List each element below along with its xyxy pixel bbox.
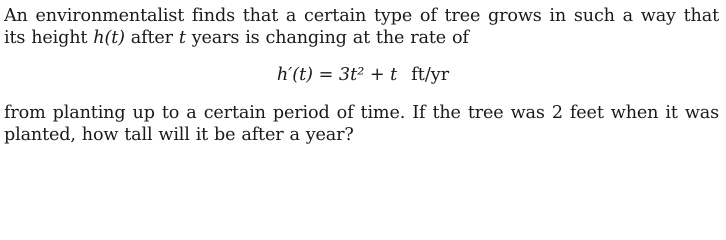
time-variable: t — [178, 28, 186, 48]
height-function: h(t) — [93, 28, 125, 48]
equation-unit: ft/yr — [411, 65, 450, 85]
rate-equation — [0, 64, 726, 86]
problem-paragraph-question: from planting up to a certain period of time. If the tree was 2 feet when it was planted, how tall will it be after a year? — [4, 103, 719, 145]
equation-expression: h′(t) = 3t² + t — [276, 65, 398, 85]
intro-text-2: after — [124, 28, 179, 48]
intro-text-3: years is changing at the rate of — [185, 28, 469, 48]
intro-text-1: An environmentalist finds that a certain type of tree grows in such a way that its height — [4, 6, 719, 48]
problem-paragraph-intro — [4, 5, 719, 49]
